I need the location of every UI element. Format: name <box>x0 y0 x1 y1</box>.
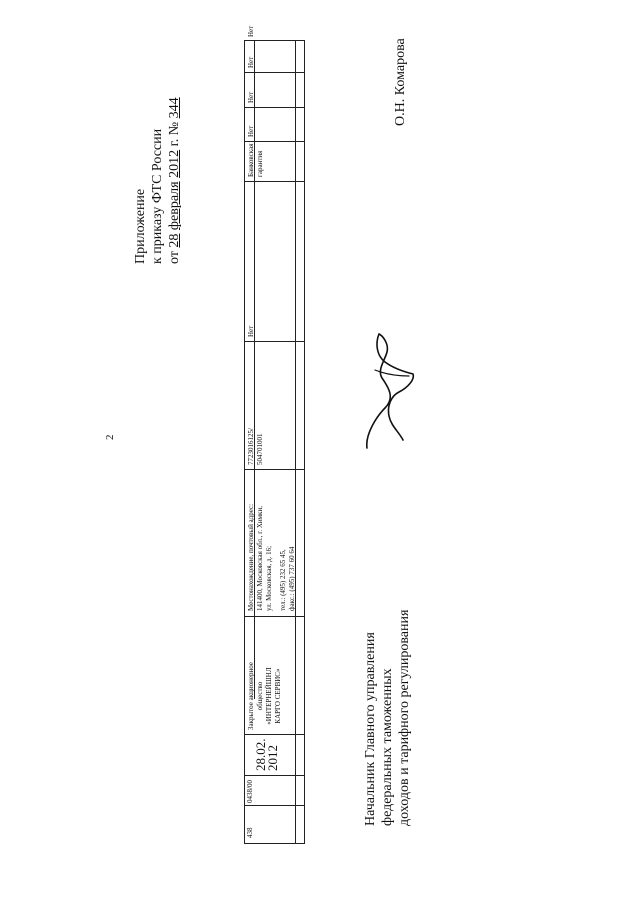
organization-address: Местонахождение, почтовый адрес: 141400, Московская обл., г. Химки, ул. Московская, д. 16; тел.: (495) 232 65 45, факс.: (495) 737 60 64 <box>247 503 296 611</box>
annex-day: 28 <box>167 233 182 248</box>
reg-number: 0438/00 <box>246 780 254 803</box>
annex-title: Приложение <box>133 188 148 264</box>
col-d-value: Нет <box>247 25 255 37</box>
signatory-name: О.Н. Комарова <box>393 38 408 126</box>
row-number: 438 <box>246 827 254 838</box>
annex-order-number: 344 <box>167 97 182 119</box>
organization-name: Закрытое акционерное общество «ИНТЕРНЕЙШНЛ КАРГО СЕРВИС» <box>247 662 282 730</box>
guarantee-type: Банковская гарантия <box>247 143 264 177</box>
annex-date-line: от 28 февраля 2012 г. № 344 <box>167 97 182 264</box>
col-b-value: Нет <box>247 91 255 103</box>
annex-year: 2012 <box>167 149 182 178</box>
col-c-value: Нет <box>247 56 255 68</box>
signatory-position: Начальник Главного управления федеральных таможенных доходов и тарифного регулирования <box>363 609 412 826</box>
inn-kpp: 7723016125/ 504701001 <box>247 428 264 465</box>
annex-month: февраля <box>167 181 182 231</box>
inclusion-date: 28.02. 2012 <box>253 738 280 771</box>
annex-order-ref: к приказу ФТС России <box>150 128 165 264</box>
col-a-value: Нет <box>247 125 255 137</box>
branches: Нет <box>247 325 255 337</box>
page-number: 2 <box>104 434 116 440</box>
handwritten-signature <box>355 330 425 455</box>
registry-table <box>244 25 305 844</box>
annex-header <box>132 97 183 264</box>
